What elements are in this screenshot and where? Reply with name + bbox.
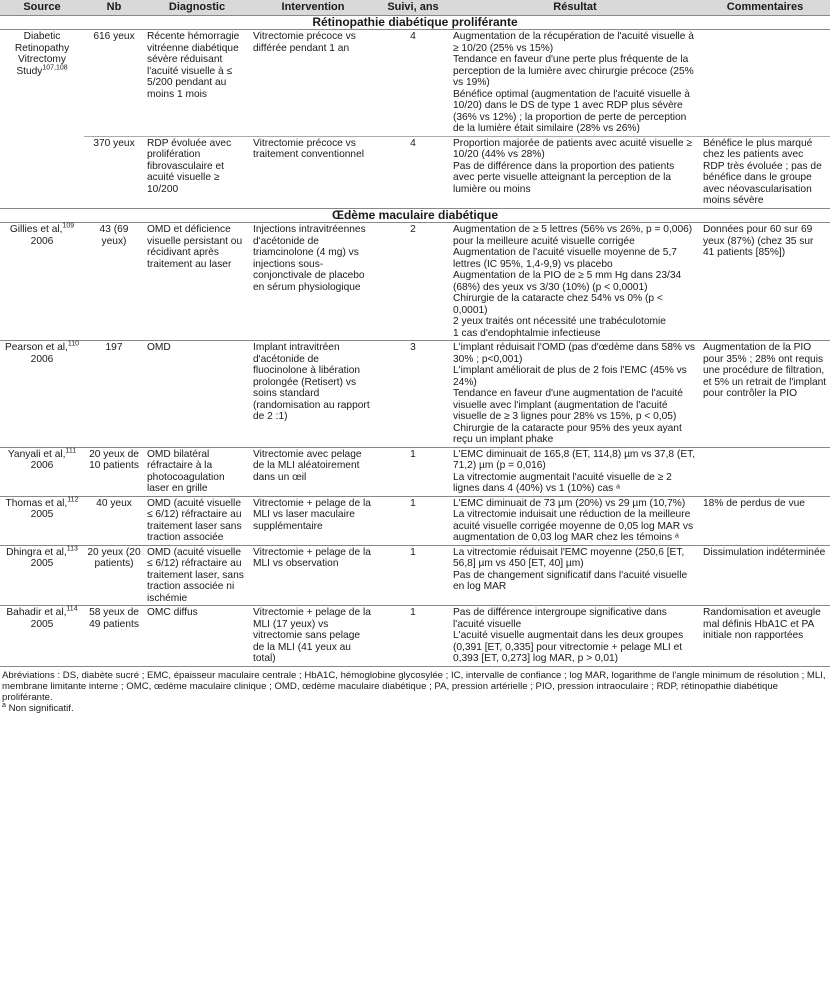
result-line: Proportion majorée de patients avec acuité visuelle ≥ 10/20 (44% vs 28%) (453, 137, 692, 160)
cell-intervention: Vitrectomie + pelage de la MLI vs laser maculaire supplémentaire (250, 496, 376, 545)
result-line: Augmentation de la PIO de ≥ 5 mm Hg dans 23/34 (68%) des yeux vs 3/30 (10%) (p < 0,0001) (453, 270, 682, 293)
source-text: Dhingra et al, (6, 546, 67, 558)
cell-resultat (450, 223, 700, 341)
source-year: 2006 (30, 235, 54, 247)
drvs-source (0, 30, 84, 209)
result-line: Augmentation de ≥ 5 lettres (56% vs 26%, p = 0,006) pour la meilleure acuité visuelle corrigée (453, 224, 693, 247)
section-omd (0, 208, 830, 223)
result-line: Augmentation de l'acuité visuelle moyenne de 5,7 lettres (IC 95%, 1,4-9,9) vs placebo (453, 247, 677, 270)
cell-source (0, 606, 84, 667)
cell-resultat (450, 447, 700, 496)
cell-intervention: Injections intravitréennes d'acétonide de triamcinolone (4 mg) vs injections sous-conjonctivale de placebo en sérum physiologique (250, 223, 376, 341)
cell-source (0, 545, 84, 606)
cell-nb: 20 yeux de 10 patients (84, 447, 144, 496)
result-line: L'implant réduisait l'OMD (pas d'œdème dans 58% vs 30% ; p<0,001) (453, 342, 695, 365)
cell-commentaires (700, 30, 830, 137)
section-rdp (0, 15, 830, 30)
result-line: 1 cas d'endophtalmie infectieuse (453, 327, 601, 339)
cell-source (0, 496, 84, 545)
result-line: Tendance en faveur d'une augmentation de l'acuité visuelle avec l'implant (augmentation de l'acuité visuelle de ≥ 3 lignes pour 28% vs 15%, p < 0,05) (453, 388, 683, 422)
cell-commentaires: Dissimulation indéterminée (700, 545, 830, 606)
col-commentaires: Commentaires (700, 0, 830, 15)
cell-commentaires: Augmentation de la PIO pour 35% ; 28% ont requis une procédure de filtration, et 5% un retrait de l'implant pour contrôler la PIO (700, 341, 830, 448)
source-year: 2006 (30, 460, 54, 471)
col-intervention: Intervention (250, 0, 376, 15)
drvs-row-a (0, 30, 830, 137)
cell-intervention: Vitrectomie + pelage de la MLI (17 yeux) vs vitrectomie sans pelage de la MLI (41 yeux au total) (250, 606, 376, 667)
source-ref: 109 (62, 222, 75, 230)
cell-suivi: 1 (376, 447, 450, 496)
result-line: Pas de changement significatif dans l'acuité visuelle en log MAR (453, 569, 688, 592)
footnote-note (2, 703, 828, 714)
result-line: Augmentation de la récupération de l'acuité visuelle à ≥ 10/20 (25% vs 15%) (453, 31, 694, 54)
cell-commentaires: 18% de perdus de vue (700, 496, 830, 545)
abbreviations: Abréviations : DS, diabète sucré ; EMC, épaisseur maculaire centrale ; HbA1C, hémoglobine glycosylée ; IC, intervalle de confiance ; log MAR, logarithme de l'angle minimum de résolution ; MLI, membrane limitante interne ; OMC, œdème maculaire clinique ; OMD, œdème maculaire diabétique ; PA, pression artérielle ; PIO, pression intraoculaire ; RDP, rétinopathie diabétique proliférante. (2, 669, 826, 703)
source-ref: 113 (66, 545, 78, 553)
header-row (0, 0, 830, 15)
cell-nb: 40 yeux (84, 496, 144, 545)
source-text: Thomas et al, (5, 497, 68, 509)
study-rows (0, 223, 830, 667)
result-line: L'acuité visuelle augmentait dans les deux groupes (0,391 [ET, 0,335] pour vitrectomie + pelage MLI et 0,393 [ET, 0,273] log MAR, p > 0,01) (453, 630, 684, 664)
cell-suivi: 3 (376, 341, 450, 448)
result-line: Chirurgie de la cataracte chez 54% vs 0% (p < 0,0001) (453, 293, 663, 316)
cell-nb: 616 yeux (93, 31, 135, 42)
study-row (0, 545, 830, 606)
footnote (0, 667, 830, 714)
cell-source (0, 223, 84, 341)
cell-resultat (450, 341, 700, 448)
cell-resultat (450, 496, 700, 545)
cell-diagnostic: OMD et déficience visuelle persistant ou récidivant après traitement au laser (144, 223, 250, 341)
source-ref: 111 (65, 447, 77, 455)
study-row (0, 606, 830, 667)
cell-commentaires: Randomisation et aveugle mal définis HbA1C et PA initiale non rapportées (700, 606, 830, 667)
result-line: Tendance en faveur d'une perte plus fréquente de la perception de la lumière avec chirurgie précoce (25% vs 19%) (453, 54, 694, 88)
source-text: Bahadir et al, (6, 607, 67, 618)
result-line: Bénéfice optimal (augmentation de l'acuité visuelle à 10/20) dans le DS de type 1 avec RDP plus sévère (36% vs 12%) ; la proportion de perte de perception de la lumière était similaire (28% vs 26%) (453, 88, 690, 134)
col-nb: Nb (84, 0, 144, 15)
cell-resultat (450, 606, 700, 667)
source-text: Pearson et al, (4, 342, 68, 353)
result-line: Pas de différence intergroupe significative dans l'acuité visuelle (453, 607, 667, 630)
cell-intervention: Vitrectomie + pelage de la MLI vs observation (250, 545, 376, 606)
cell-suivi: 4 (376, 136, 450, 208)
study-row (0, 496, 830, 545)
source-year: 2005 (30, 509, 54, 520)
section-title: Œdème maculaire diabétique (0, 208, 830, 223)
cell-intervention: Vitrectomie précoce vs traitement conventionnel (250, 136, 376, 208)
cell-intervention: Implant intravitréen d'acétonide de fluocinolone à libération prolongée (Retisert) vs soins standard (randomisation au rapport de 2 :1) (250, 341, 376, 448)
source-text: Yanyali et al, (7, 448, 66, 460)
cell-suivi: 4 (410, 31, 416, 42)
source-ref: 112 (67, 496, 79, 504)
cell-suivi: 1 (376, 496, 450, 545)
cell-resultat (450, 30, 700, 137)
cell-commentaires (700, 447, 830, 496)
footnote-marker: a (2, 701, 6, 709)
cell-resultat (450, 136, 700, 208)
col-diagnostic: Diagnostic (144, 0, 250, 15)
cell-diagnostic: Récente hémorragie vitréenne diabétique sévère réduisant l'acuité visuelle à ≤ 5/200 pendant au moins 1 mois (147, 31, 240, 100)
drvs-row-b (0, 136, 830, 208)
source-year: 2005 (30, 558, 54, 569)
cell-intervention: Vitrectomie précoce vs différée pendant 1 an (253, 31, 356, 54)
cell-suivi: 1 (376, 606, 450, 667)
cell-commentaires: Données pour 60 sur 69 yeux (87%) (chez 35 sur 41 patients [85%]) (700, 223, 830, 341)
result-line: La vitrectomie réduisait l'EMC moyenne (250,6 [ET, 56,8] µm vs 450 [ET, 40] µm) (453, 546, 685, 569)
section-title: Rétinopathie diabétique proliférante (0, 15, 830, 30)
result-line: Chirurgie de la cataracte pour 95% des yeux ayant reçu un implant phake (453, 422, 682, 445)
source-text: Gillies et al, (9, 224, 63, 235)
cell-diagnostic: OMD (acuité visuelle ≤ 6/12) réfractaire au traitement laser sans traction associée (144, 496, 250, 545)
cell-suivi: 2 (376, 223, 450, 341)
col-resultat: Résultat (450, 0, 700, 15)
result-line: 2 yeux traités ont nécessité une trabéculotomie (453, 316, 666, 327)
result-line: La vitrectomie induisait une réduction de la meilleure acuité visuelle corrigée moyenne de 0,05 log MAR vs augmentation de 0,03 log MAR chez les témoins ᵃ (453, 509, 694, 543)
cell-diagnostic: OMD bilatéral réfractaire à la photocoagulation laser en grille (144, 447, 250, 496)
cell-diagnostic: OMD (144, 341, 250, 448)
cell-commentaires: Bénéfice le plus marqué chez les patients avec RDP très évoluée ; pas de bénéfice dans le groupe avec néovascularisation moins sévère (700, 136, 830, 208)
source-ref: 114 (66, 605, 78, 613)
cell-nb: 370 yeux (84, 136, 144, 208)
source-year: 2005 (30, 618, 54, 630)
result-line: Pas de différence dans la proportion des patients avec perte visuelle atteignant la perception de la lumière ou moins (453, 160, 675, 195)
result-line: La vitrectomie augmentait l'acuité visuelle de ≥ 2 lignes dans 4 (40%) vs 1 (10%) cas ᵃ (453, 471, 672, 494)
cell-source (0, 447, 84, 496)
cell-resultat (450, 545, 700, 606)
study-row (0, 447, 830, 496)
cell-intervention: Vitrectomie avec pelage de la MLI aléatoirement dans un œil (250, 447, 376, 496)
cell-nb: 43 (69 yeux) (84, 223, 144, 341)
cell-diagnostic: OMD (acuité visuelle ≤ 6/12) réfractaire au traitement laser, sans traction associée ni ischémie (144, 545, 250, 606)
cell-source (0, 341, 84, 448)
source-ref: 110 (67, 340, 80, 348)
footnote-text: Non significatif. (8, 702, 74, 714)
source-ref: 107,108 (42, 64, 68, 72)
study-row (0, 341, 830, 448)
cell-diagnostic: OMC diffus (144, 606, 250, 667)
cell-suivi: 1 (376, 545, 450, 606)
cell-nb: 20 yeux (20 patients) (84, 545, 144, 606)
source-text: Diabetic Retinopathy Vitrectomy Study (14, 31, 70, 77)
col-suivi: Suivi, ans (376, 0, 450, 15)
result-line: L'EMC diminuait de 73 µm (20%) vs 29 µm (10,7%) (453, 497, 686, 509)
col-source: Source (0, 0, 84, 15)
cell-nb: 58 yeux de 49 patients (84, 606, 144, 667)
result-line: L'implant améliorait de plus de 2 fois l'EMC (45% vs 24%) (453, 365, 687, 388)
cell-nb: 197 (84, 341, 144, 448)
source-year: 2006 (30, 353, 54, 365)
result-line: L'EMC diminuait de 165,8 (ET, 114,8) µm vs 37,8 (ET, 71,2) µm (p = 0,016) (453, 448, 696, 471)
study-row (0, 223, 830, 341)
cell-diagnostic: RDP évoluée avec prolifération fibrovasculaire et acuité visuelle ≥ 10/200 (144, 136, 250, 208)
